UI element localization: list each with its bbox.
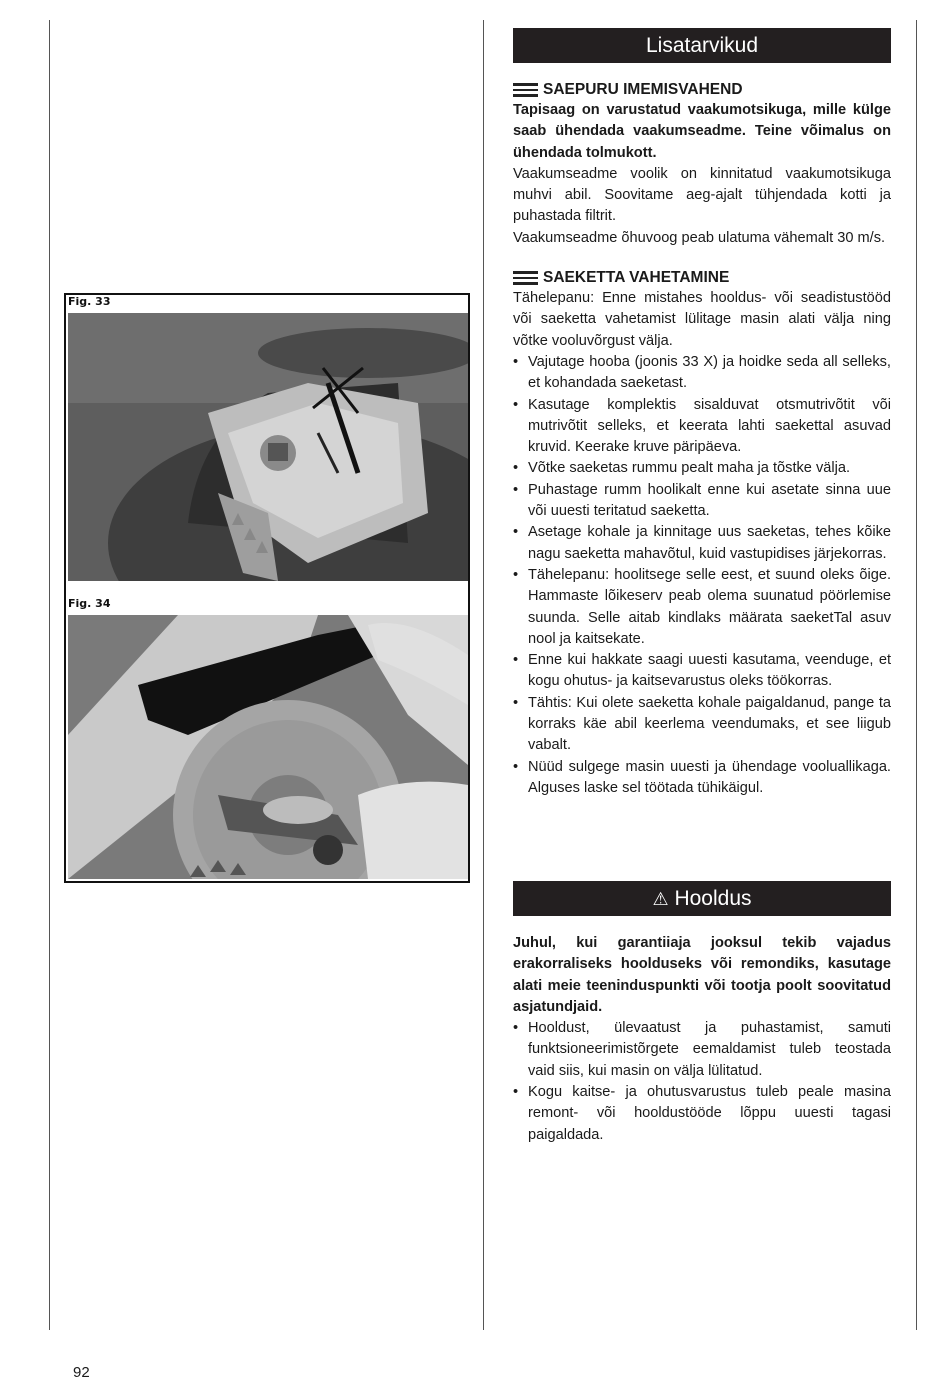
list-item: • Asetage kohale ja kinnitage uus saeketas, tehes kõike nagu saeketta mahavõtul, kuid vastupidises järjekorras. <box>513 522 891 565</box>
dust-intro: Tapisaag on varustatud vaakumotsikuga, mille külge saab ühendada vaakumseadme. Teine võimalus on ühendada tolmukott. <box>513 102 891 161</box>
saw-lever-illustration <box>68 313 468 581</box>
blade-change-intro: Tähelepanu: Enne mistahes hooldus- või seadistustööd või saeketta vahetamist lülitage masin alati välja ning võtke vooluvõrgust välja. <box>513 290 891 349</box>
column-divider-rule <box>483 20 484 1330</box>
figure-34-label: Fig. 34 <box>68 597 111 610</box>
list-item: • Kogu kaitse- ja ohutusvarustus tuleb peale masina remont- või hooldustööde lõppu uuesti tagasi paigaldada. <box>513 1082 891 1146</box>
accessories-section <box>513 28 891 799</box>
maintenance-banner <box>513 881 891 916</box>
dust-extraction-heading <box>513 80 891 100</box>
blade-change-heading-text: SAEKETTA VAHETAMINE <box>543 269 730 287</box>
figure-33-photo <box>68 313 468 581</box>
dust-paragraph-1: Vaakumseadme voolik on kinnitatud vaakumotsikuga muhvi abil. Soovitame aeg-ajalt tühjendada kotti ja puhastada filtrit. <box>513 165 891 225</box>
section-lines-icon <box>513 83 538 97</box>
dust-paragraph-2: Vaakumseadme õhuvoog peab ulatuma vähemalt 30 m/s. <box>513 229 886 246</box>
warning-triangle-icon: ⚠ <box>652 889 669 910</box>
list-item: • Enne kui hakkate saagi uuesti kasutama, veenduge, et kogu ohutus- ja kaitsevarustus oleks töökorras. <box>513 650 891 693</box>
section-lines-icon <box>513 271 538 285</box>
list-item: • Võtke saeketas rummu pealt maha ja tõstke välja. <box>513 458 891 479</box>
maintenance-banner-text: Hooldus <box>674 887 752 910</box>
figure-panel <box>64 293 470 883</box>
list-item: • Nüüd sulgege masin uuesti ja ühendage vooluallikaga. Alguses laske sel töötada tühikäigul. <box>513 757 891 800</box>
figure-34-photo <box>68 615 468 879</box>
maintenance-list <box>513 1018 891 1146</box>
figure-33-label: Fig. 33 <box>68 295 111 308</box>
accessories-banner: Lisatarvikud <box>513 28 891 63</box>
page-number: 92 <box>73 1364 90 1381</box>
maintenance-intro: Juhul, kui garantiiaja jooksul tekib vajadus erakorraliseks hoolduseks või remondiks, kasutage alati meie teeninduspunkti või tootja poolt soovitatud asjatundjaid. <box>513 935 891 1015</box>
list-item: • Vajutage hooba (joonis 33 X) ja hoidke seda all selleks, et kohandada saeketast. <box>513 352 891 395</box>
blade-change-list <box>513 352 891 799</box>
blade-wrench-illustration <box>68 615 468 879</box>
left-margin-rule <box>49 20 50 1330</box>
list-item: • Puhastage rumm hoolikalt enne kui asetate sinna uue või uuesti teritatud saeketta. <box>513 480 891 523</box>
list-item: • Hooldust, ülevaatust ja puhastamist, samuti funktsioneerimistõrgete eemaldamist tuleb teostada vaid siis, kui masin on välja lülitatud. <box>513 1018 891 1082</box>
maintenance-section <box>513 881 891 1146</box>
dust-extraction-heading-text: SAEPURU IMEMISVAHEND <box>543 81 743 98</box>
blade-change-heading <box>513 268 891 288</box>
right-margin-rule <box>916 20 917 1330</box>
list-item: • Tähtis: Kui olete saeketta kohale paigaldanud, pange ta korraks käe abil keerlema veendumaks, et see liigub vabalt. <box>513 693 891 757</box>
list-item: • Kasutage komplektis sisalduvat otsmutrivõtit või mutrivõtit selleks, et keerata lahti saekettal asuvad kruvid. Keerake kruve päripäeva. <box>513 395 891 459</box>
list-item: • Tähelepanu: hoolitsege selle eest, et suund oleks õige. Hammaste lõikeserv peab olema suunatud pöörlemise suunda. Selle aitab kindlaks määrata saeketTal asuv nool ja kaitsekate. <box>513 565 891 650</box>
